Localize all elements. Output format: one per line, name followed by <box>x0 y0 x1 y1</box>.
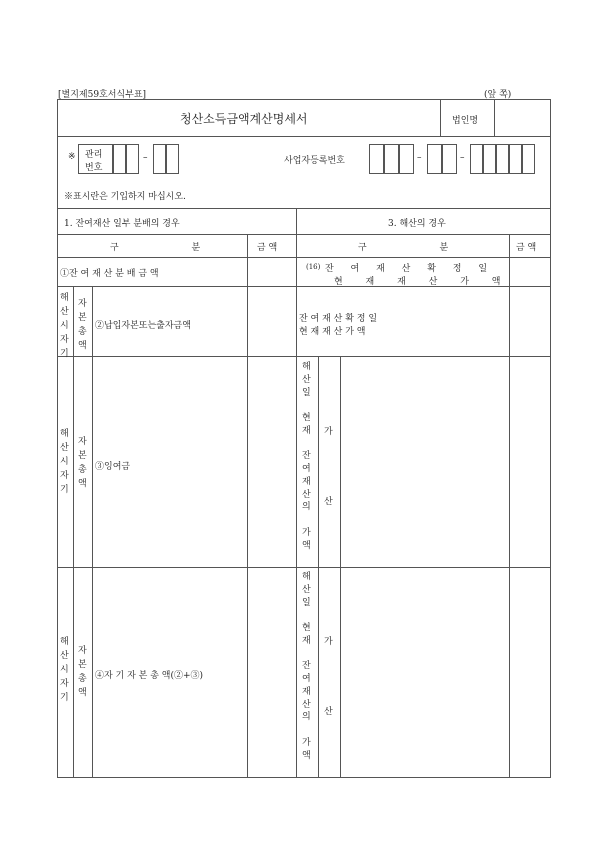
corp-name-field[interactable] <box>495 100 550 135</box>
bizreg-cell[interactable] <box>496 144 509 174</box>
row16-number: (16) <box>306 263 321 271</box>
bizreg-dash: – <box>417 153 422 163</box>
group-outer-3: 해 산 시 자 기 <box>60 637 69 703</box>
dissolution-value-field-1[interactable] <box>341 357 508 566</box>
group-outer-2: 해 산 시 자 기 <box>60 429 69 495</box>
row1-amount-field[interactable] <box>248 258 295 285</box>
row16-line2: 현 재 재 산 가 액 <box>334 277 501 287</box>
group-inner-1: 자 본 총 액 <box>78 299 87 351</box>
group-outer-1: 해 산 시 자 기 <box>60 293 69 359</box>
bizreg-cell[interactable] <box>369 144 384 174</box>
row2-amount-field[interactable] <box>248 287 295 355</box>
bizreg-cell[interactable] <box>384 144 399 174</box>
right-section-title: 3. 해산의 경우 <box>388 219 446 229</box>
corp-name-label: 법인명 <box>452 116 479 126</box>
fill-note: ※표시란은 기입하지 마십시오. <box>64 192 186 202</box>
row2-label: ②납입자본또는출자금액 <box>95 321 191 331</box>
dissolution-san-1: 산 <box>324 497 333 507</box>
bizreg-cell[interactable] <box>399 144 414 174</box>
dissolution-vert-label-2: 해 산 일 현 재 잔 여 재 산 의 가 액 <box>302 572 311 761</box>
page-side-label: (앞 쪽) <box>484 90 512 100</box>
row4-amount-field[interactable] <box>248 568 295 777</box>
row4-label: ④자 기 자 본 총 액(②+③) <box>95 671 204 681</box>
bizreg-cell[interactable] <box>483 144 496 174</box>
bizreg-cell[interactable] <box>442 144 457 174</box>
row3-label: ③잉여금 <box>95 462 131 472</box>
row-b-line1: 잔 여 재 산 확 정 일 <box>299 314 378 324</box>
group-inner-3: 자 본 총 액 <box>78 646 87 698</box>
dissolution-ga-1: 가 <box>324 427 333 437</box>
right-col-division: 구 분 <box>358 243 449 253</box>
right-col-amount: 금 액 <box>516 243 537 253</box>
bizreg-cell[interactable] <box>522 144 535 174</box>
bizreg-cell[interactable] <box>427 144 442 174</box>
row-b-line2: 현 재 재 산 가 액 <box>299 327 366 337</box>
dissolution-san-2: 산 <box>324 707 333 717</box>
bizreg-cell[interactable] <box>470 144 483 174</box>
dissolution-ga-2: 가 <box>324 637 333 647</box>
mgmt-number-cell[interactable] <box>126 144 139 174</box>
mgmt-number-cell[interactable] <box>153 144 166 174</box>
left-col-division: 구 분 <box>110 243 201 253</box>
bizreg-cell[interactable] <box>509 144 522 174</box>
mgmt-dash: – <box>143 153 148 163</box>
mgmt-label-line1: 관리 <box>85 150 103 160</box>
dissolution-amount-field-1[interactable] <box>510 357 550 566</box>
mgmt-mark: ※ <box>68 152 76 162</box>
dissolution-vert-label-1: 해 산 일 현 재 잔 여 재 산 의 가 액 <box>302 362 311 551</box>
dissolution-value-field-2[interactable] <box>341 568 508 777</box>
row16-amount-field[interactable] <box>510 258 550 285</box>
group-inner-2: 자 본 총 액 <box>78 437 87 489</box>
form-reference: [별지제59호서식부표] <box>58 90 147 100</box>
mgmt-label-line2: 번호 <box>85 163 103 173</box>
row1-label: ①잔 여 재 산 분 배 금 액 <box>60 269 159 279</box>
bizreg-dash: – <box>460 153 465 163</box>
dissolution-amount-field-2[interactable] <box>510 568 550 777</box>
row16-line1: 잔 여 재 산 확 정 일 <box>325 264 488 274</box>
mgmt-number-cell[interactable] <box>166 144 179 174</box>
bizreg-label: 사업자등록번호 <box>284 156 345 166</box>
left-col-amount: 금 액 <box>257 243 278 253</box>
form-title: 청산소득금액계산명세서 <box>180 112 308 126</box>
row3-amount-field[interactable] <box>248 357 295 566</box>
left-section-title: 1. 잔여재산 일부 분배의 경우 <box>64 219 180 229</box>
mgmt-number-cell[interactable] <box>113 144 126 174</box>
row-b-amount-field[interactable] <box>510 287 550 355</box>
